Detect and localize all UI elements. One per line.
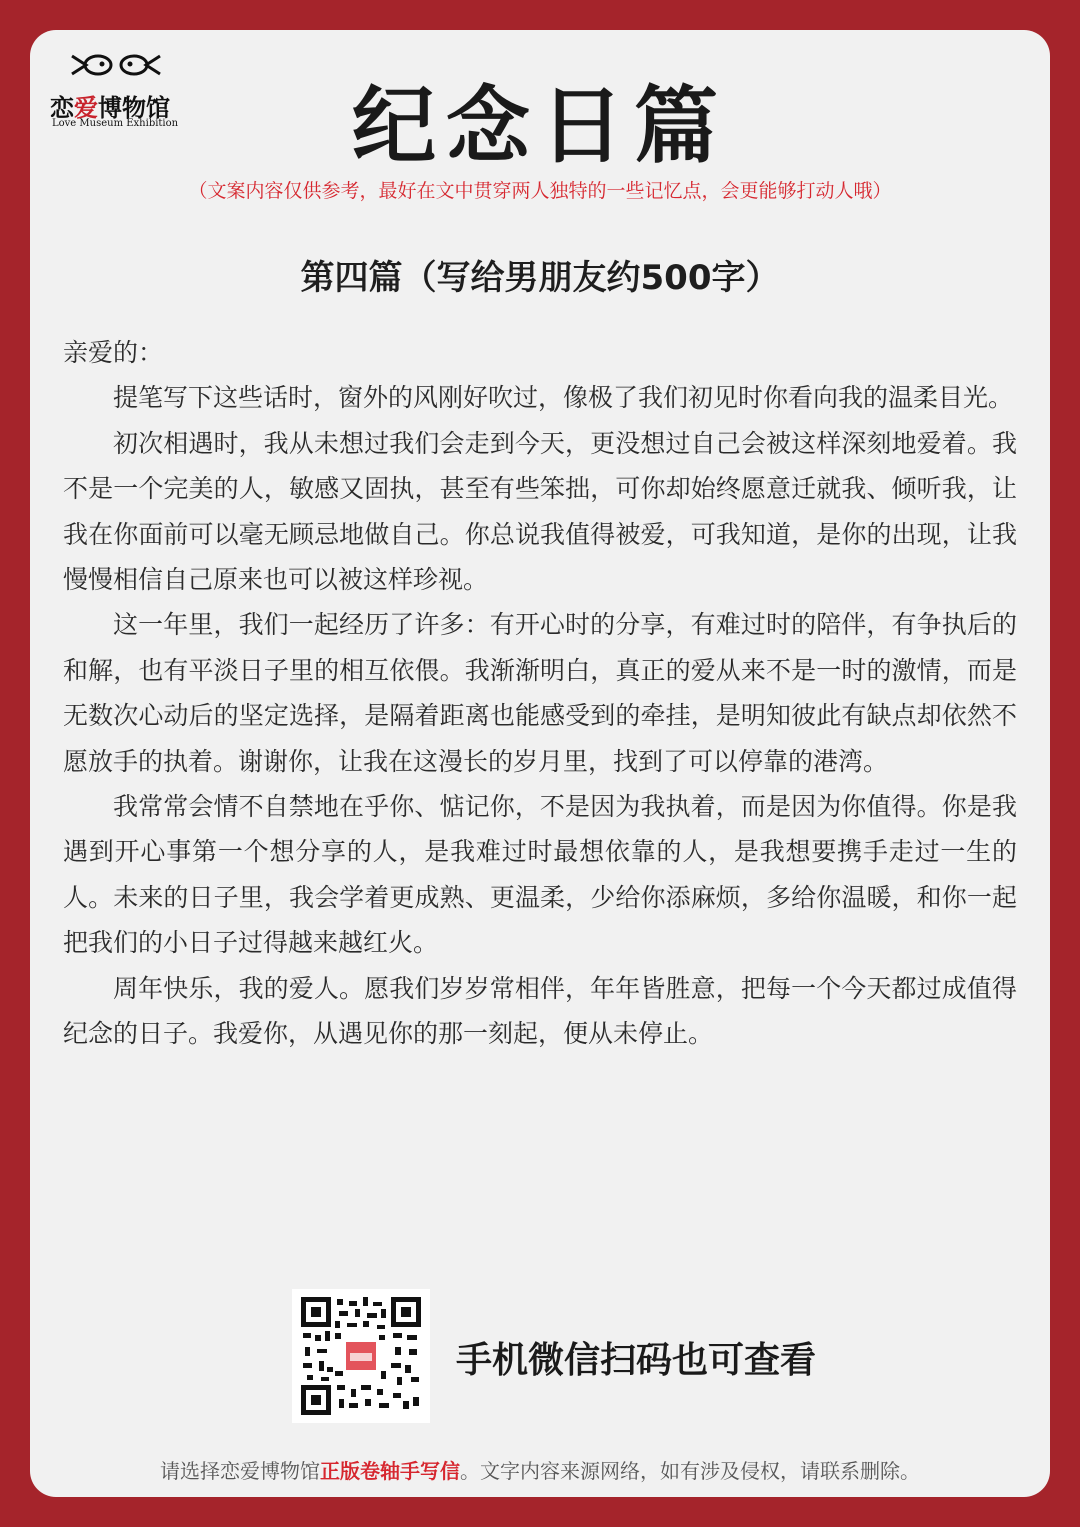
footer-suffix: 。文字内容来源网络，如有涉及侵权，请联系删除。 [460,1459,920,1483]
brand-name: 恋爱博物馆 [50,93,170,122]
brand-subtitle: Love Museum Exhibition [52,118,179,129]
footer-highlight-link[interactable]: 正版卷轴手写信 [320,1459,460,1483]
footer-disclaimer [0,1455,1080,1484]
letter-paragraph: 我常常会情不自禁地在乎你、惦记你，不是因为我执着，而是因为你值得。你是我遇到开心事第一个想分享的人，是我难过时最想依靠的人，是我想要携手走过一生的人。未来的日子里，我会学着更成熟、更温柔，少给你添麻烦，多给你温暖，和你一起把我们的小日子过得越来越红火。 [63,792,1017,958]
letter-paragraph: 初次相遇时，我从未想过我们会走到今天，更没想过自己会被这样深刻地爱着。我不是一个完美的人，敏感又固执，甚至有些笨拙，可你却始终愿意迁就我、倾听我，让我在你面前可以毫无顾忌地做自己。你总说我值得被爱，可我知道，是你的出现，让我慢慢相信自己原来也可以被这样珍视。 [63,428,1017,595]
page-title: 纪念日篇 [351,76,728,175]
footer-prefix: 请选择恋爱博物馆 [160,1459,320,1483]
qr-code-icon [301,1297,421,1415]
letter-salutation: 亲爱的： [63,338,164,367]
letter-paragraph: 提笔写下这些话时，窗外的风刚好吹过，像极了我们初见时你看向我的温柔目光。 [113,383,1014,413]
section-title: 第四篇（写给男朋友约500字） [300,258,780,298]
reference-note: （文案内容仅供参考，最好在文中贯穿两人独特的一些记忆点，会更能够打动人哦） [188,180,892,202]
letter-body [63,330,1017,1057]
letter-paragraph: 周年快乐，我的爱人。愿我们岁岁常相伴，年年皆胜意，把每一个今天都过成值得纪念的日子。我爱你，从遇见你的那一刻起，便从未停止。 [63,973,1017,1049]
letter-paragraph: 这一年里，我们一起经历了许多：有开心时的分享，有难过时的陪伴，有争执后的和解，也有平淡日子里的相互依偎。我渐渐明白，真正的爱从来不是一时的激情，而是无数次心动后的坚定选择，是隔着距离也能感受到的牵挂，是明知彼此有缺点却依然不愿放手的执着。谢谢你，让我在这漫长的岁月里，找到了可以停靠的港湾。 [63,610,1017,776]
fish-logo-icon [68,52,164,78]
qr-code[interactable] [292,1289,430,1423]
qr-caption: 手机微信扫码也可查看 [456,1340,817,1381]
